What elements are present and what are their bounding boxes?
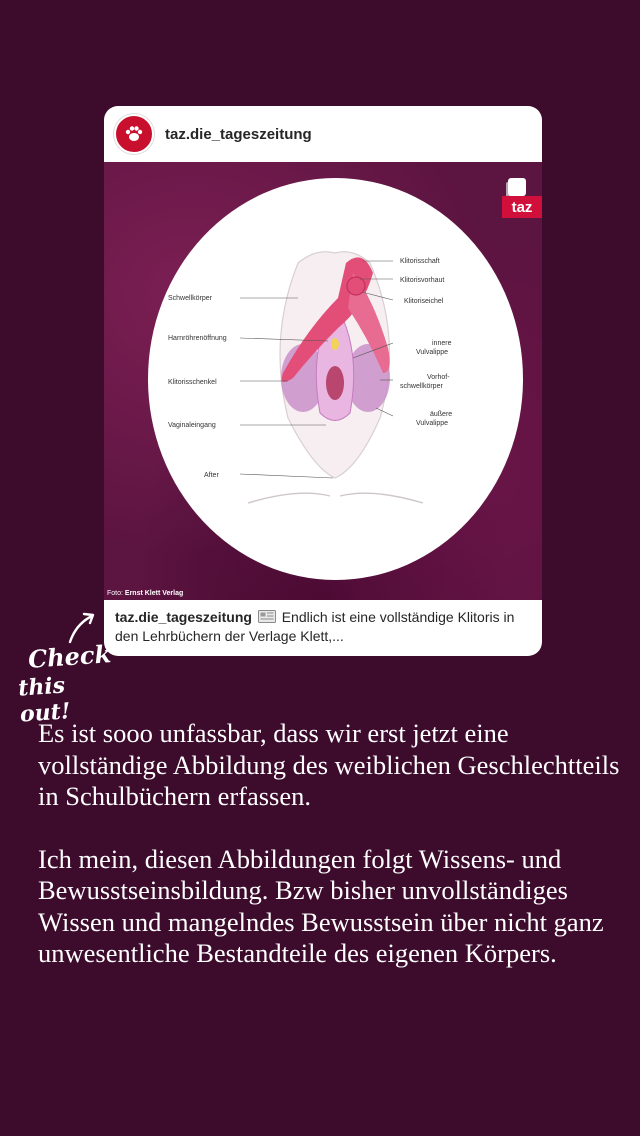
shared-post-card[interactable] (104, 106, 542, 656)
label-klitorisvorhaut: Klitorisvorhaut (400, 277, 445, 284)
check-this-out-sticker[interactable] (14, 612, 124, 728)
label-aeussere: äußere (430, 411, 453, 418)
anatomy-illustration-circle (148, 178, 523, 580)
taz-avatar[interactable] (114, 114, 154, 154)
taz-logo: taz (502, 196, 542, 218)
post-caption[interactable] (115, 608, 535, 646)
label-schwellkoerper-right: schwellkörper (400, 383, 443, 390)
label-klitorisschaft: Klitorisschaft (400, 258, 440, 265)
post-header[interactable] (104, 106, 542, 162)
sticker-line-1: Check (27, 639, 112, 674)
label-innere: innere (432, 340, 452, 347)
sticker-line-2: this out! (17, 672, 72, 728)
label-vaginaleingang: Vaginaleingang (168, 422, 216, 429)
label-vulvalippe-inner: Vulvalippe (416, 349, 449, 356)
label-vorhof: Vorhof- (427, 374, 450, 381)
caption-username[interactable]: taz.die_tageszeitung (115, 609, 252, 625)
caption-text: Endlich ist eine vollständige Klitoris in den Lehrbüchern der Verlage Klett,... (115, 609, 515, 644)
label-after: After (204, 472, 219, 479)
story-text (38, 718, 628, 1001)
post-username[interactable]: taz.die_tageszeitung (165, 125, 312, 143)
label-klitorisschenkel: Klitorisschenkel (168, 379, 217, 386)
label-schwellkoerper: Schwellkörper (168, 295, 212, 302)
label-vulvalippe-outer: Vulvalippe (416, 420, 449, 427)
story-paragraph-2: Ich mein, diesen Abbildungen folgt Wissens- und Bewusstseinsbildung. Bzw bisher unvollständiges Wissen und mangelndes Bewusstsein über nicht ganz unwesentliche Bestandteile des eigenen Körpers. (38, 843, 604, 968)
label-harnroehrenoeffnung: Harnröhrenöffnung (168, 335, 227, 342)
paw-icon (123, 123, 145, 145)
photo-credit: Foto: Ernst Klett Verlag (107, 590, 184, 597)
newspaper-icon (258, 610, 276, 623)
label-klitoriseichel: Klitoriseichel (404, 298, 444, 305)
post-image[interactable] (104, 162, 542, 600)
anatomy-illustration (148, 178, 523, 580)
story-paragraph-1: Es ist sooo unfassbar, dass wir erst jetzt eine vollständige Abbildung des weiblichen Geschlechtteils in Schulbüchern erfassen. (38, 718, 620, 811)
curved-arrow-icon (62, 610, 102, 644)
